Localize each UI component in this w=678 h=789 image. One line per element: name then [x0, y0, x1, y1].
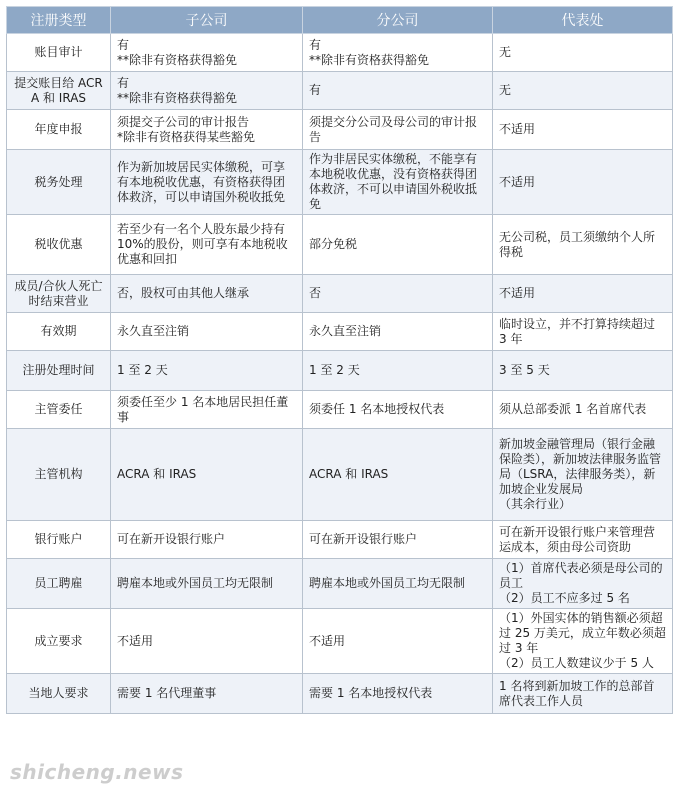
table-cell: 否，股权可由其他人继承 — [111, 275, 303, 313]
table-cell: 须从总部委派 1 名首席代表 — [493, 391, 673, 429]
table-cell: 须委任 1 名本地授权代表 — [303, 391, 493, 429]
table-cell: 部分免税 — [303, 215, 493, 275]
table-row — [7, 275, 673, 313]
table-cell: （1）外国实体的销售额必须超过 25 万美元，成立年数必须超过 3 年 （2）员工人数建议少于 5 人 — [493, 609, 673, 674]
table-cell: 1 名将到新加坡工作的总部首席代表工作人员 — [493, 674, 673, 714]
table-cell: 聘雇本地或外国员工均无限制 — [111, 559, 303, 609]
table-cell: 1 至 2 天 — [111, 351, 303, 391]
table-cell: 永久直至注销 — [303, 313, 493, 351]
table-cell: 可在新开设银行账户 — [111, 521, 303, 559]
table-row — [7, 559, 673, 609]
table-cell: 新加坡金融管理局（银行金融保险类），新加坡法律服务监管局（LSRA，法律服务类），新加坡企业发展局 （其余行业） — [493, 429, 673, 521]
table-cell: 有 **除非有资格获得豁免 — [111, 34, 303, 72]
table-cell: 作为非居民实体缴税，不能享有本地税收优惠，没有资格获得团体救济，不可以申请国外税收抵免 — [303, 150, 493, 215]
watermark-text: shicheng.news — [10, 760, 184, 784]
table-row — [7, 609, 673, 674]
table-cell: 有 — [303, 72, 493, 110]
row-label-cell: 银行账户 — [7, 521, 111, 559]
table-cell: 不适用 — [493, 275, 673, 313]
table-row — [7, 34, 673, 72]
table-cell: （1）首席代表必须是母公司的员工 （2）员工不应多过 5 名 — [493, 559, 673, 609]
row-label-cell: 员工聘雇 — [7, 559, 111, 609]
table-row — [7, 521, 673, 559]
comparison-table-wrapper — [6, 6, 672, 714]
row-label-cell: 注册处理时间 — [7, 351, 111, 391]
table-row — [7, 72, 673, 110]
table-row — [7, 391, 673, 429]
row-label-cell: 成立要求 — [7, 609, 111, 674]
table-cell: 需要 1 名代理董事 — [111, 674, 303, 714]
row-label-cell: 有效期 — [7, 313, 111, 351]
row-label-cell: 账目审计 — [7, 34, 111, 72]
table-cell: 不适用 — [111, 609, 303, 674]
header-branch: 分公司 — [303, 7, 493, 34]
row-label-cell: 提交账目给 ACRA 和 IRAS — [7, 72, 111, 110]
table-cell: 不适用 — [303, 609, 493, 674]
row-label-cell: 当地人要求 — [7, 674, 111, 714]
table-cell: 作为新加坡居民实体缴税，可享有本地税收优惠，有资格获得团体救济，可以申请国外税收抵免 — [111, 150, 303, 215]
table-cell: 有 **除非有资格获得豁免 — [111, 72, 303, 110]
row-label-cell: 税收优惠 — [7, 215, 111, 275]
table-cell: 有 **除非有资格获得豁免 — [303, 34, 493, 72]
table-cell: 不适用 — [493, 150, 673, 215]
company-type-comparison-table — [6, 6, 673, 714]
row-label-cell: 成员/合伙人死亡时结束营业 — [7, 275, 111, 313]
table-cell: 需要 1 名本地授权代表 — [303, 674, 493, 714]
table-cell: 须委任至少 1 名本地居民担任董事 — [111, 391, 303, 429]
table-cell: 3 至 5 天 — [493, 351, 673, 391]
table-cell: 若至少有一名个人股东最少持有 10%的股份，则可享有本地税收优惠和回扣 — [111, 215, 303, 275]
table-cell: 不适用 — [493, 110, 673, 150]
table-cell: 可在新开设银行账户 — [303, 521, 493, 559]
table-header-row — [7, 7, 673, 34]
row-label-cell: 税务处理 — [7, 150, 111, 215]
table-row — [7, 313, 673, 351]
table-row — [7, 110, 673, 150]
table-cell: 1 至 2 天 — [303, 351, 493, 391]
table-cell: 须提交分公司及母公司的审计报告 — [303, 110, 493, 150]
table-row — [7, 215, 673, 275]
row-label-cell: 主管机构 — [7, 429, 111, 521]
row-label-cell: 年度申报 — [7, 110, 111, 150]
table-row — [7, 150, 673, 215]
table-cell: 无 — [493, 34, 673, 72]
table-row — [7, 351, 673, 391]
table-cell: 聘雇本地或外国员工均无限制 — [303, 559, 493, 609]
table-cell: 无公司税，员工须缴纳个人所得税 — [493, 215, 673, 275]
table-cell: ACRA 和 IRAS — [303, 429, 493, 521]
table-cell: 无 — [493, 72, 673, 110]
table-cell: 可在新开设银行账户来管理营运成本，须由母公司资助 — [493, 521, 673, 559]
table-cell: 须提交子公司的审计报告 *除非有资格获得某些豁免 — [111, 110, 303, 150]
header-representative-office: 代表处 — [493, 7, 673, 34]
table-cell: 否 — [303, 275, 493, 313]
table-cell: ACRA 和 IRAS — [111, 429, 303, 521]
table-cell: 永久直至注销 — [111, 313, 303, 351]
table-row — [7, 674, 673, 714]
table-cell: 临时设立，并不打算持续超过 3 年 — [493, 313, 673, 351]
table-row — [7, 429, 673, 521]
row-label-cell: 主管委任 — [7, 391, 111, 429]
header-registration-type: 注册类型 — [7, 7, 111, 34]
header-subsidiary: 子公司 — [111, 7, 303, 34]
